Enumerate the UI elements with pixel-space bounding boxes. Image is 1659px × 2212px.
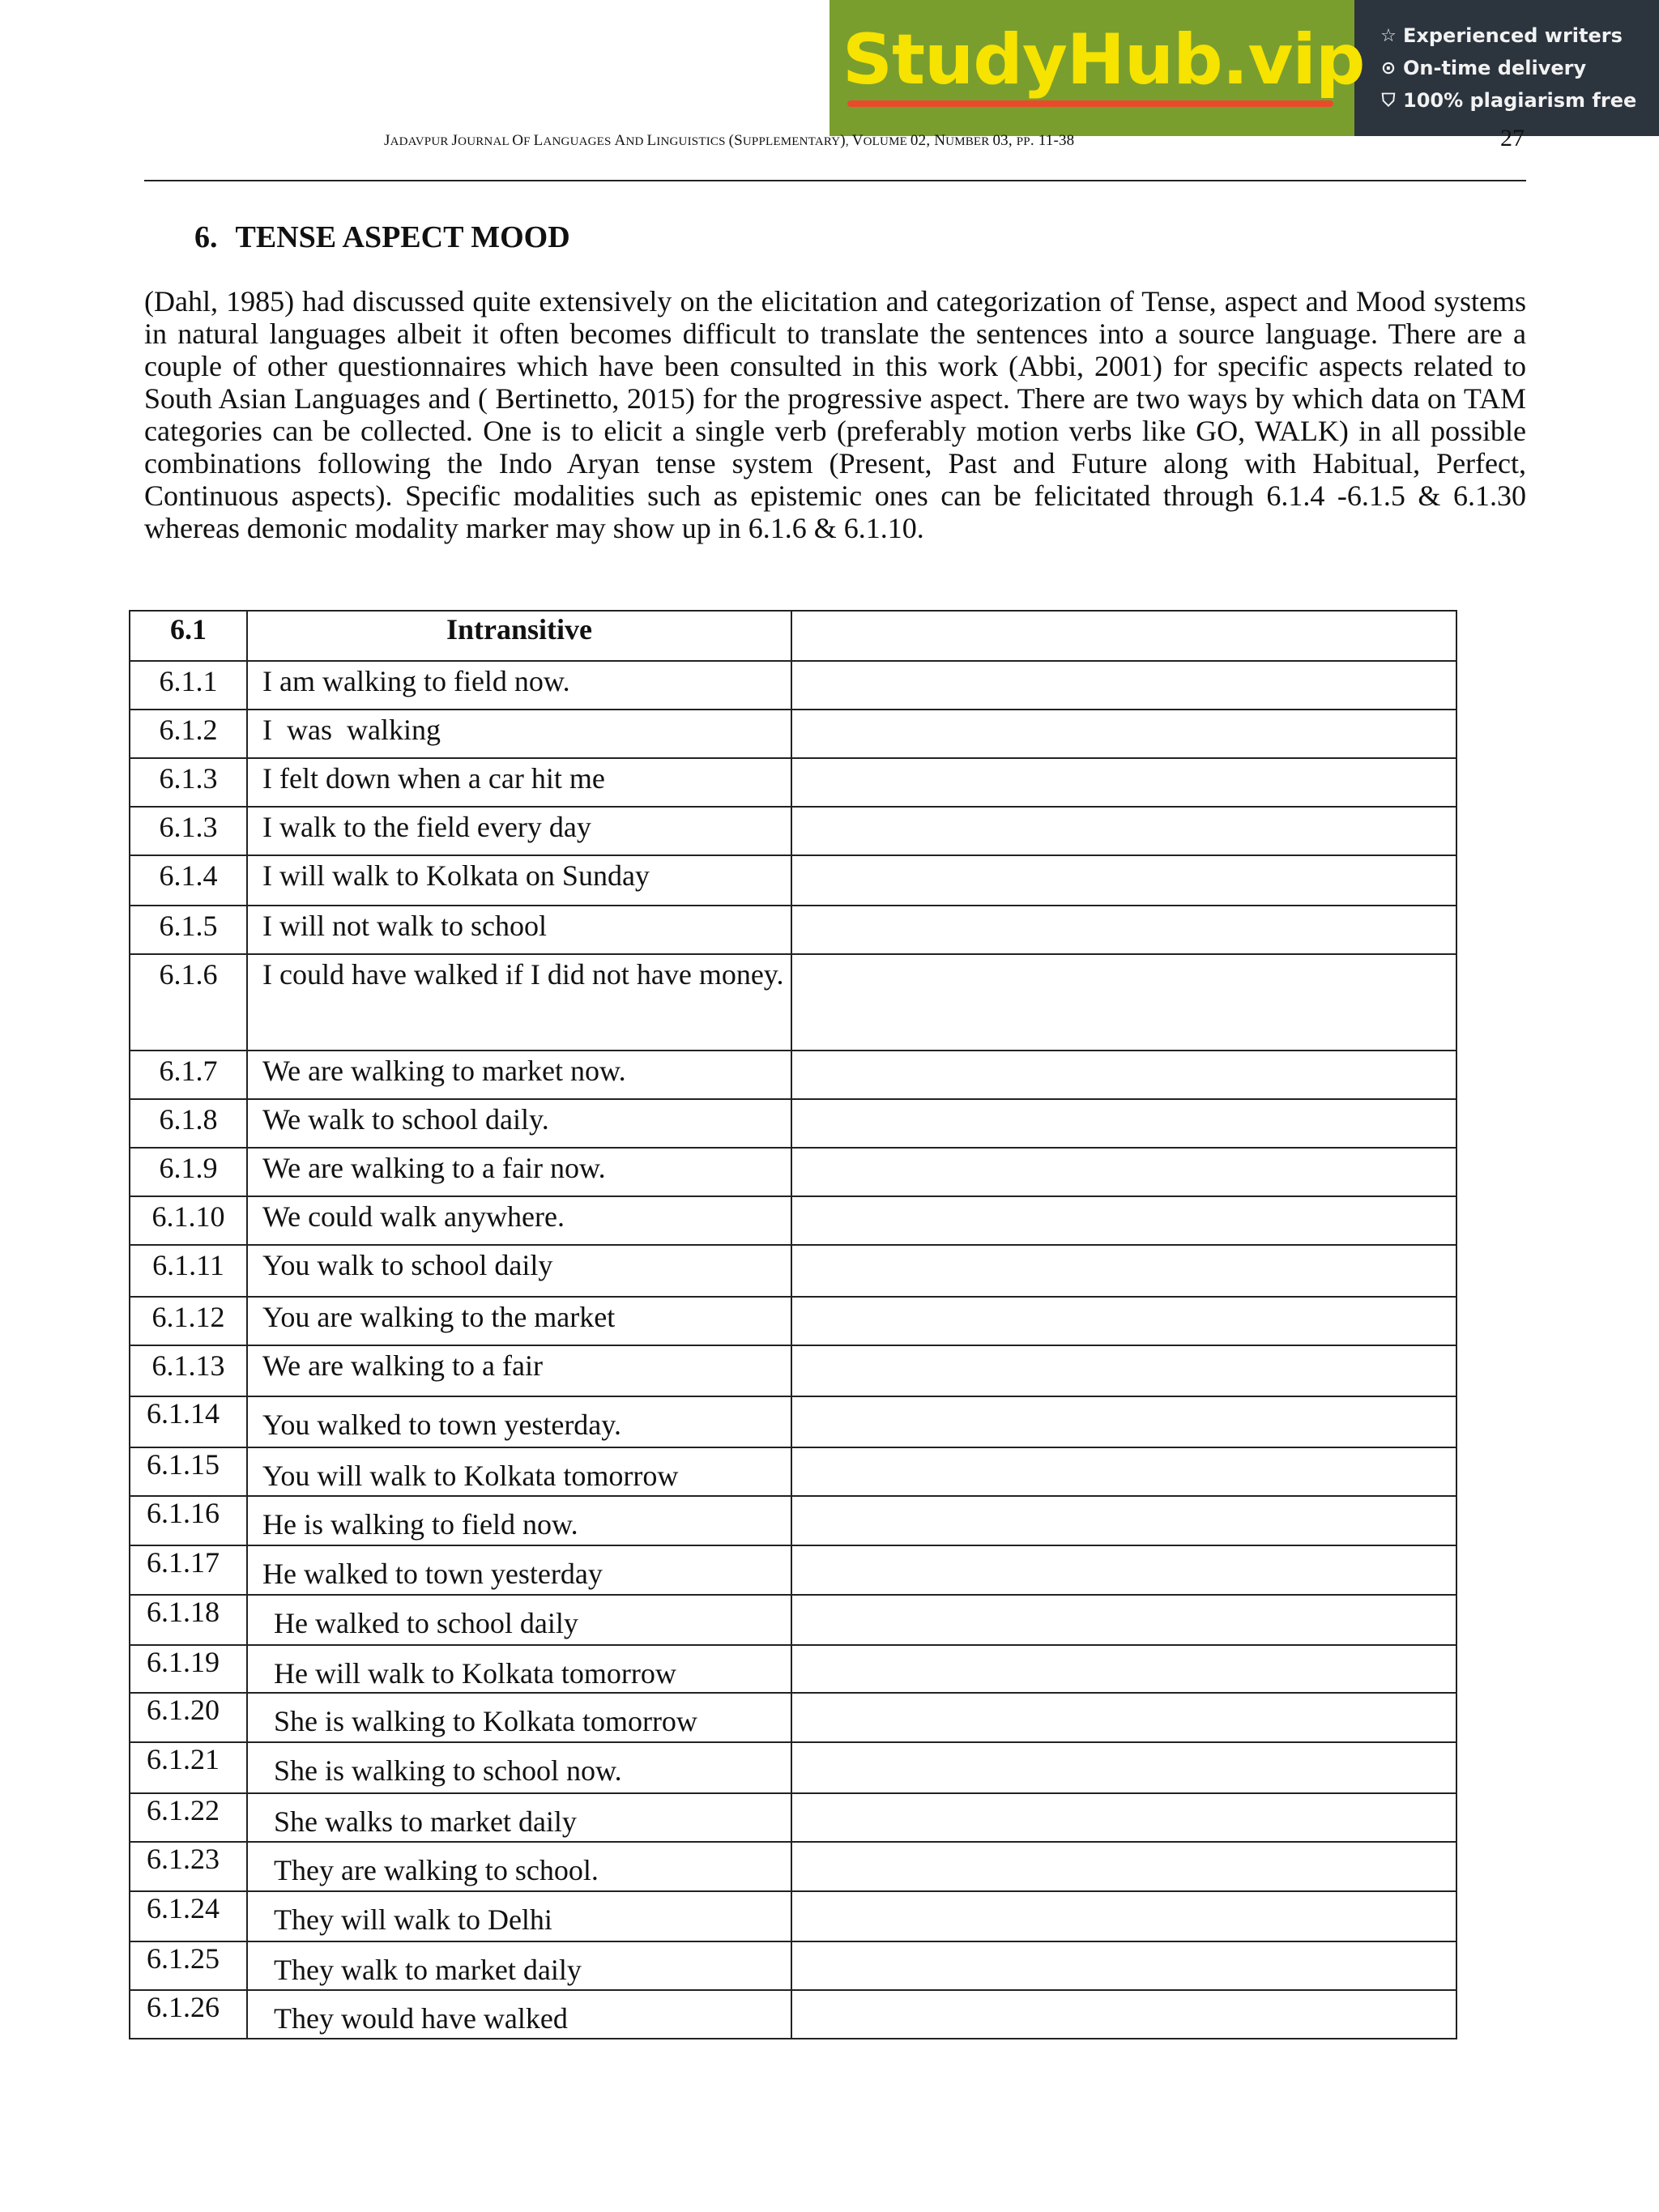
header-cap: (S [728,132,743,149]
row-id: 6.1.8 [130,1099,247,1148]
table-row [130,1297,1456,1345]
table-row [130,906,1456,954]
row-sentence: They will walk to Delhi [247,1891,791,1941]
table-row [130,1496,1456,1545]
row-sentence: I will walk to Kolkata on Sunday [247,855,791,906]
table-row [130,1345,1456,1396]
header-title: Intransitive [247,611,791,661]
header-text: OLUME [863,135,911,148]
row-sentence: I am walking to field now. [247,661,791,710]
header-text: , [845,135,852,148]
table-row [130,1051,1456,1099]
row-response-cell [791,954,1456,1051]
section-heading [194,219,570,255]
header-cap: A [614,132,626,149]
row-sentence: We are walking to market now. [247,1051,791,1099]
row-response-cell [791,1545,1456,1595]
header-cap: J [451,132,458,149]
row-id: 6.1.16 [130,1496,247,1545]
row-response-cell [791,661,1456,710]
table-row [130,807,1456,855]
feature-on-time-delivery [1379,52,1659,84]
table-row [130,1793,1456,1842]
logo-text: StudyHub.vip [842,19,1365,100]
table-row [130,1545,1456,1595]
header-blank [791,611,1456,661]
feature-experienced-writers [1379,19,1659,52]
clock-icon: ⊙ [1380,58,1397,79]
row-response-cell [791,855,1456,906]
row-response-cell [791,710,1456,758]
table-row [130,661,1456,710]
row-id: 6.1.15 [130,1447,247,1496]
table-row [130,1941,1456,1990]
feature-label: 100% plagiarism free [1403,89,1637,112]
row-id: 6.1.17 [130,1545,247,1595]
row-response-cell [791,1793,1456,1842]
header-text: 02, [910,132,935,149]
header-cap: L [646,132,657,149]
row-id: 6.1.3 [130,758,247,807]
shield-check-icon: ⛉ [1381,90,1396,111]
row-sentence: We are walking to a fair [247,1345,791,1396]
row-response-cell [791,1990,1456,2039]
row-sentence: They would have walked [247,1990,791,2039]
page-number: 27 [1500,125,1525,151]
row-id: 6.1.22 [130,1793,247,1842]
row-response-cell [791,1396,1456,1447]
row-response-cell [791,807,1456,855]
row-response-cell [791,1742,1456,1793]
row-sentence: I was walking [247,710,791,758]
row-sentence: You are walking to the market [247,1297,791,1345]
header-cap: O [512,132,524,149]
feature-plagiarism-free [1379,84,1659,117]
row-sentence: We are walking to a fair now. [247,1148,791,1196]
row-response-cell [791,758,1456,807]
table-row [130,1196,1456,1245]
header-cap: L [533,132,544,149]
row-response-cell [791,1891,1456,1941]
row-id: 6.1.3 [130,807,247,855]
journal-running-header [384,132,1074,150]
table-row [130,1396,1456,1447]
table-row [130,1148,1456,1196]
row-sentence: I walk to the field every day [247,807,791,855]
row-sentence: We could walk anywhere. [247,1196,791,1245]
row-response-cell [791,1051,1456,1099]
row-response-cell [791,1196,1456,1245]
row-sentence: He is walking to field now. [247,1496,791,1545]
header-cap: V [851,132,864,149]
promo-banner[interactable] [830,0,1659,136]
row-id: 6.1.1 [130,661,247,710]
table-row [130,1245,1456,1297]
row-id: 6.1.12 [130,1297,247,1345]
row-sentence: He walked to school daily [247,1595,791,1645]
section-title: TENSE ASPECT MOOD [235,220,570,254]
row-sentence: We walk to school daily. [247,1099,791,1148]
header-text: . 11-38 [1030,132,1075,149]
intransitive-table [129,610,1457,2039]
header-id: 6.1 [130,611,247,661]
row-sentence: I felt down when a car hit me [247,758,791,807]
table-header-row [130,611,1456,661]
row-sentence: I could have walked if I did not have money. [247,954,791,1051]
section-number: 6. [194,220,218,254]
header-cap: J [384,132,390,149]
header-text: ANGUAGES [543,135,615,148]
row-response-cell [791,1297,1456,1345]
row-id: 6.1.13 [130,1345,247,1396]
row-id: 6.1.9 [130,1148,247,1196]
table-row [130,1099,1456,1148]
row-sentence: You walk to school daily [247,1245,791,1297]
row-id: 6.1.18 [130,1595,247,1645]
header-text: 03, [992,132,1017,149]
row-sentence: She is walking to school now. [247,1742,791,1793]
table-row [130,758,1456,807]
row-response-cell [791,906,1456,954]
row-sentence: I will not walk to school [247,906,791,954]
row-response-cell [791,1245,1456,1297]
row-response-cell [791,1496,1456,1545]
row-sentence: He will walk to Kolkata tomorrow [247,1645,791,1693]
logo-underline [847,100,1333,107]
row-id: 6.1.25 [130,1941,247,1990]
row-response-cell [791,1447,1456,1496]
header-text: UPPLEMENTARY [742,135,841,148]
row-id: 6.1.23 [130,1842,247,1891]
table-row [130,1693,1456,1742]
row-id: 6.1.19 [130,1645,247,1693]
row-id: 6.1.6 [130,954,247,1051]
row-id: 6.1.5 [130,906,247,954]
row-response-cell [791,1645,1456,1693]
table-row [130,855,1456,906]
feature-label: On-time delivery [1403,57,1587,79]
table-row [130,710,1456,758]
row-response-cell [791,1941,1456,1990]
table-row [130,1645,1456,1693]
header-cap: ) [840,132,846,149]
table-row [130,1990,1456,2039]
row-response-cell [791,1595,1456,1645]
row-sentence: He walked to town yesterday [247,1545,791,1595]
feature-list [1354,0,1659,136]
feature-label: Experienced writers [1403,24,1623,47]
row-sentence: You will walk to Kolkata tomorrow [247,1447,791,1496]
table-body [130,661,1456,2039]
table-row [130,954,1456,1051]
row-response-cell [791,1099,1456,1148]
header-text: UMBER [945,135,993,148]
row-sentence: You walked to town yesterday. [247,1396,791,1447]
row-id: 6.1.21 [130,1742,247,1793]
row-sentence: She is walking to Kolkata tomorrow [247,1693,791,1742]
header-cap: N [934,132,946,149]
row-sentence: They are walking to school. [247,1842,791,1891]
row-response-cell [791,1842,1456,1891]
row-id: 6.1.20 [130,1693,247,1742]
header-text: ND [625,135,647,148]
row-sentence: They walk to market daily [247,1941,791,1990]
row-response-cell [791,1345,1456,1396]
row-id: 6.1.26 [130,1990,247,2039]
row-id: 6.1.11 [130,1245,247,1297]
row-sentence: She walks to market daily [247,1793,791,1842]
row-id: 6.1.2 [130,710,247,758]
header-text: F [523,135,534,148]
body-paragraph: (Dahl, 1985) had discussed quite extensively on the elicitation and categorization of Tense, aspect and Mood systems in natural languages albeit it often becomes difficult to translate the sentences into a source language. There are a couple of other questionnaires which have been consulted in this work (Abbi, 2001) for specific aspects related to South Asian Languages and ( Bertinetto, 2015) for the progressive aspect. There are two ways by which data on TAM categories can be collected. One is to elicit a single verb (preferably motion verbs like GO, WALK) in all possible combinations following the Indo Aryan tense system (Present, Past and Future along with Habitual, Perfect, Continuous aspects). Specific modalities such as epistemic ones can be felicitated through 6.1.4 -6.1.5 & 6.1.30 whereas demonic modality marker may show up in 6.1.6 & 6.1.10. [144,285,1526,544]
header-text: ADAVPUR [390,135,452,148]
table-row [130,1447,1456,1496]
row-id: 6.1.14 [130,1396,247,1447]
table-row [130,1842,1456,1891]
row-id: 6.1.7 [130,1051,247,1099]
studyhub-logo[interactable] [830,0,1365,136]
row-response-cell [791,1693,1456,1742]
table-row [130,1891,1456,1941]
table-row [130,1595,1456,1645]
header-text: OURNAL [458,135,513,148]
star-icon: ☆ [1380,25,1397,46]
row-id: 6.1.10 [130,1196,247,1245]
row-id: 6.1.24 [130,1891,247,1941]
header-text: PP [1016,135,1030,148]
row-id: 6.1.4 [130,855,247,906]
row-response-cell [791,1148,1456,1196]
table-row [130,1742,1456,1793]
header-divider [144,180,1526,181]
header-text: INGUISTICS [656,135,729,148]
